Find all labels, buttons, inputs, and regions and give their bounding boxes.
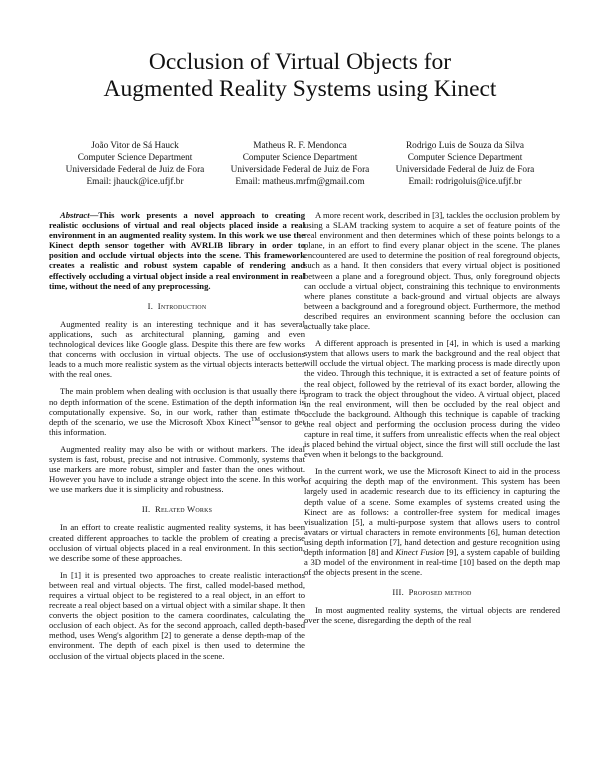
right-column [304,210,560,633]
paragraph-text: The main problem when dealing with occlusion is that usually there is no depth information of the scene. Estimation of the depth information is computationally expensive. So, in our work, rather than estimate the depth of the scenario, we use the Microsoft Xbox Kinect [49,386,305,427]
paragraph: A different approach is presented in [4], in which is used a marking system that allows users to mark the background and the real object that will occlude the virtual object. The marking process is made directly upon the video. Through this technique, it is extracted a set of feature points of the real object, followed by the retrieval of its exact border, allowing the program to track the object throughout the video. A virtual object, placed in the real environment, will then be occluded by the real object and occlude the background. Although this technique is capable of tracking the real object and performing the occlusion process during the video capture in real time, it suffers from unrealistic effects when the real object is placed behind the virtual object, since the first will still occlude the last even when it belongs to the background. [304,338,560,460]
author-email: Email: jhauck@ice.ufjf.br [86,177,184,187]
paragraph: Augmented reality may also be with or without markers. The ideal system is fast, robust, precise and not intrusive. Commonly, systems that use markers are more robust, simpler and faster than the ones without. However you have to include a strange object into the scene. In this work we use markers due it is simplicity and robustness. [49,443,305,495]
section-title: Related Works [155,504,213,515]
author-university: Universidade Federal de Juiz de Fora [230,165,370,175]
author-university: Universidade Federal de Juiz de Fora [65,165,205,175]
paragraph-text: [9], a system capable of building a 3D model of the environment in real-time [10] based on the depth map of the objects present in the scene. [304,547,560,578]
author-email: Email: rodrigoluis@ice.ufjf.br [408,177,522,187]
section-title: Proposed method [408,587,472,598]
section-title: Introduction [157,300,207,311]
abstract-label: Abstract [60,210,90,220]
author-name: João Vitor de Sá Hauck [91,141,179,151]
abstract-text: —This work presents a novel approach to creating realistic occlusions of virtual and real objects placed inside a real environment in an augmented reality system. In this work we use the Kinect depth sensor together with AVRLIB library in order to position and occlude virtual objects into the scene. This framework creates a realistic and robust system capable of rendering and effectively occluding a virtual object inside a real environment in real time, without the need of any preprocessing. [49,210,305,291]
paragraph-text: sensor to get this information. [49,416,305,437]
author-name: Matheus R. F. Mendonca [253,141,347,151]
paragraph [49,386,305,436]
author-university: Universidade Federal de Juiz de Fora [395,165,535,175]
paragraph-text: In the current work, we use the Microsoft Kinect to aid in the process of acquiring the depth map of the environment. This system has been largely used in academic research due to its efficiency in capturing the depth value of a scene. Some examples of systems created using the Kinect are as follows: a controller-free system for medical images visualization [5], a multi-purpose system that allows users to control avatars or virtual characters in remote environments [6], human detection using depth information [7], hand detection and gesture recognition using depth information [8] and [304,466,560,557]
paragraph: In an effort to create realistic augmented reality systems, it has been created different approaches to tackle the problem of creating a precise occlusion of virtual objects placed in a real environment. In this section, we describe some of these approaches. [49,522,305,563]
author-dept: Computer Science Department [77,153,193,163]
paragraph: In most augmented reality systems, the virtual objects are rendered over the scene, disregarding the depth of the real [304,605,560,626]
author-name: Rodrigo Luis de Souza da Silva [405,141,524,151]
author-email: Email: matheus.mrfm@gmail.com [235,177,365,187]
abstract [49,210,305,291]
section-number: III. [392,587,404,598]
author-1 [40,140,230,188]
author-dept: Computer Science Department [407,153,523,163]
left-column [49,210,305,668]
title-line-1: Occlusion of Virtual Objects for [148,49,452,75]
author-3 [370,140,560,188]
trademark-mark: TM [250,416,260,423]
section-number: II. [141,504,151,515]
section-heading-related-works [49,504,305,514]
section-heading-introduction [49,301,305,311]
author-block [40,140,560,190]
paragraph-text-italic: Kinect Fusion [395,547,445,557]
paragraph: A more recent work, described in [3], tackles the occlusion problem by using a SLAM tracking system to acquire a set of feature points of the real environment and then determines which of these points belongs to a plane, in an effort to find every planar object in the scene. The planes encountered are used to determine the position of real foreground objects, such as a hand. It then considers that every virtual object is positioned between a plane and a foreground object. Thus, only foreground objects can occlude a virtual object, constraining this technique to environments where planes constitute a back-ground and virtual objects are always between a background and a foreground object. Furthermore, the method described requires an environment scanning before the occlusion can actually take place. [304,210,560,332]
paragraph: Augmented reality is an interesting technique and it has several applications, such as architectural planning, gaming and even technological devices like Google glass. Despite this there are few works that concerns with occlusion in virtual objects. The use of occlusions leads to a much more realistic system as the virtual objects interacts better with the real ones. [49,318,305,380]
section-number: I. [147,300,154,311]
paragraph: In [1] it is presented two approaches to create realistic interactions between real and virtual objects. The first, called model-based method, requires a virtual object to be registered to a real object, in an effort to recreate a real object based on a virtual object with a similar shape. It then converts the object position to the camera coordinates, calculating the occlusion of each object. As for the second approach, called depth-based method, uses Weng's algorithm [2] to generate a dense depth-map of the environment. The depth of each pixel is then used to determine the occlusion of the virtual objects placed in the scene. [49,569,305,661]
paper-title [40,49,560,103]
section-heading-proposed-method [304,587,560,597]
title-line-2: Augmented Reality Systems using Kinect [103,76,497,102]
author-2 [205,140,395,188]
paragraph [304,466,560,577]
author-dept: Computer Science Department [242,153,358,163]
